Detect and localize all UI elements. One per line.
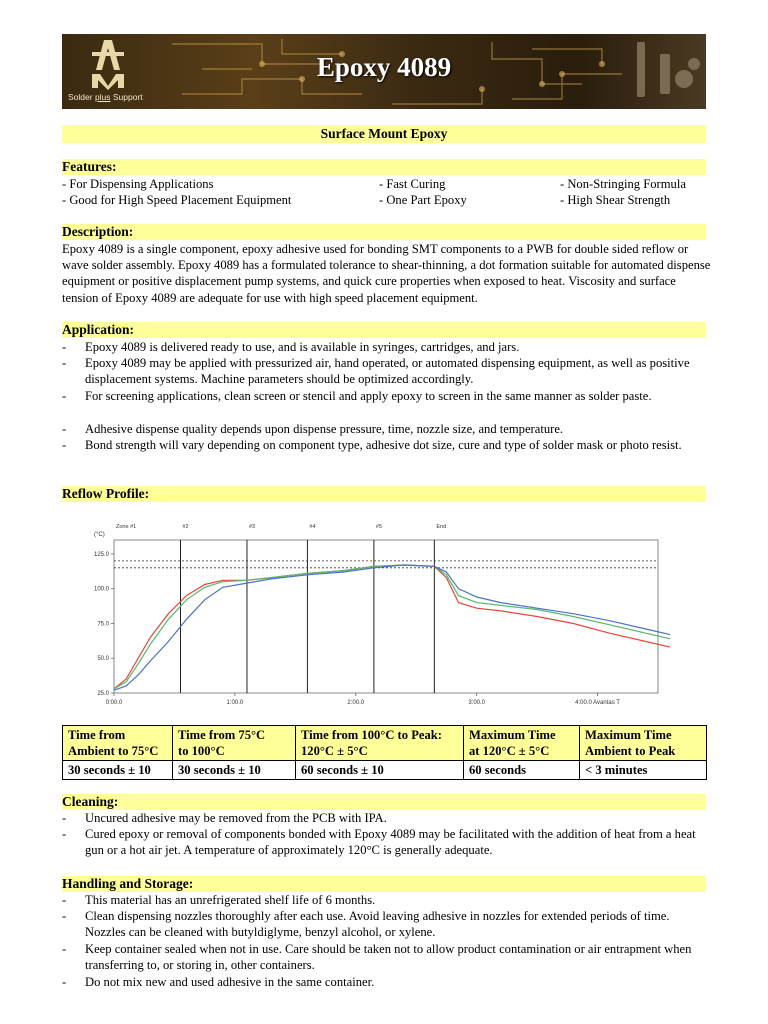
feature-item: - One Part Epoxy <box>379 193 467 207</box>
x-tick-label: 4:00.0 Avantas T <box>575 700 620 706</box>
application-item: - For screening applications, clean screen or stencil and apply epoxy to screen in the same manner as solder paste. <box>62 389 652 403</box>
table-cell: < 3 minutes <box>580 761 707 780</box>
handling-item: - Clean dispensing nozzles thoroughly after each use. Avoid leaving adhesive in nozzles for extended periods of time. Nozzles can be cleaned with butyldiglyme, benzyl alcohol, or xylene. <box>62 909 670 940</box>
y-tick-label: 25.0 <box>97 691 109 697</box>
zone-label: #5 <box>375 524 383 530</box>
description-text: Epoxy 4089 is a single component, epoxy adhesive used for bonding SMT components to a PWB for double sided reflow or wave solder assembly. Epoxy 4089 has a formulated tolerance to shear-thinning, a dot formation suitable for automated dispense equipment or positive displacement pump systems, and quick cure properties when exposed to heat. Viscosity and surface tension of Epoxy 4089 are adequate for use with high speed placement equipment. <box>62 242 711 305</box>
subtitle: Surface Mount Epoxy <box>62 125 706 143</box>
feature-item: - Non-Stringing Formula <box>560 177 686 191</box>
reflow-time-table <box>62 725 707 780</box>
cleaning-heading: Cleaning: <box>62 794 706 810</box>
zone-label: #2 <box>182 524 189 530</box>
table-cell: 60 seconds <box>464 761 580 780</box>
table-cell: 30 seconds ± 10 <box>63 761 173 780</box>
cleaning-item: - Uncured adhesive may be removed from the PCB with IPA. <box>62 811 387 825</box>
handling-item: - Do not mix new and used adhesive in the same container. <box>62 975 375 989</box>
handling-item: - This material has an unrefrigerated shelf life of 6 months. <box>62 893 376 907</box>
x-tick-label: 2:00.0 <box>347 700 365 706</box>
document-title: Epoxy 4089 <box>316 52 452 82</box>
handling-heading: Handling and Storage: <box>62 876 706 892</box>
table-header-cell: Maximum Time at 120°C ± 5°C <box>464 726 580 761</box>
feature-item: - Fast Curing <box>379 177 446 191</box>
table-cell: 30 seconds ± 10 <box>173 761 296 780</box>
reflow-profile-chart <box>62 510 706 720</box>
table-header-cell: Time from Ambient to 75°C <box>63 726 173 761</box>
description-heading: Description: <box>62 224 706 240</box>
application-item: - Adhesive dispense quality depends upon dispense pressure, time, nozzle size, and temperature. <box>62 422 564 436</box>
reflow-heading: Reflow Profile: <box>62 486 706 502</box>
x-tick-label: 3:00.0 <box>468 700 486 706</box>
table-header-row <box>63 726 707 761</box>
chart-background <box>62 510 706 720</box>
x-tick-label: 0:00.0 <box>105 700 123 706</box>
table-cell: 60 seconds ± 10 <box>296 761 464 780</box>
y-tick-label: 75.0 <box>97 621 109 628</box>
zone-label: Zone #1 <box>116 524 137 530</box>
table-row <box>63 761 707 780</box>
cleaning-item: - Cured epoxy or removal of components bonded with Epoxy 4089 may be facilitated with the addition of heat from a heat gun or a hot air jet. A temperature of approximately 120°C is generally adequate. <box>62 827 696 858</box>
features-heading: Features: <box>62 159 706 175</box>
y-tick-label: 50.0 <box>97 656 109 663</box>
feature-item: - Good for High Speed Placement Equipment <box>62 193 292 207</box>
y-tick-label: 100.0 <box>93 586 109 593</box>
table-header-cell: Time from 75°C to 100°C <box>173 726 296 761</box>
table-header-cell: Time from 100°C to Peak: 120°C ± 5°C <box>296 726 464 761</box>
table-header-cell: Maximum Time Ambient to Peak <box>580 726 707 761</box>
feature-item: - High Shear Strength <box>560 193 671 207</box>
y-tick-label: 125.0 <box>93 551 109 558</box>
handling-item: - Keep container sealed when not in use. Care should be taken not to allow product contamination or air entrapment when transferring to, or storing in, other containers. <box>62 942 692 973</box>
zone-label: End <box>436 524 447 530</box>
zone-label: #3 <box>248 524 256 530</box>
logo-tagline: Solder plus Support <box>68 92 143 102</box>
application-item: - Epoxy 4089 is delivered ready to use, and is available in syringes, cartridges, and jars. <box>62 340 520 354</box>
application-item: - Epoxy 4089 may be applied with pressurized air, hand operated, or automated dispensing equipment, as well as positive displacement systems. Machine parameters should be optimized accordingly. <box>62 356 690 387</box>
feature-item: - For Dispensing Applications <box>62 177 214 191</box>
application-item: - Bond strength will vary depending on component type, adhesive dot size, cure and type of solder mask or photo resist. <box>62 438 682 452</box>
header-banner <box>62 34 706 109</box>
zone-label: #4 <box>309 524 316 530</box>
x-tick-label: 1:00.0 <box>226 700 244 706</box>
application-heading: Application: <box>62 322 706 338</box>
y-axis-label: (°C) <box>94 532 105 538</box>
